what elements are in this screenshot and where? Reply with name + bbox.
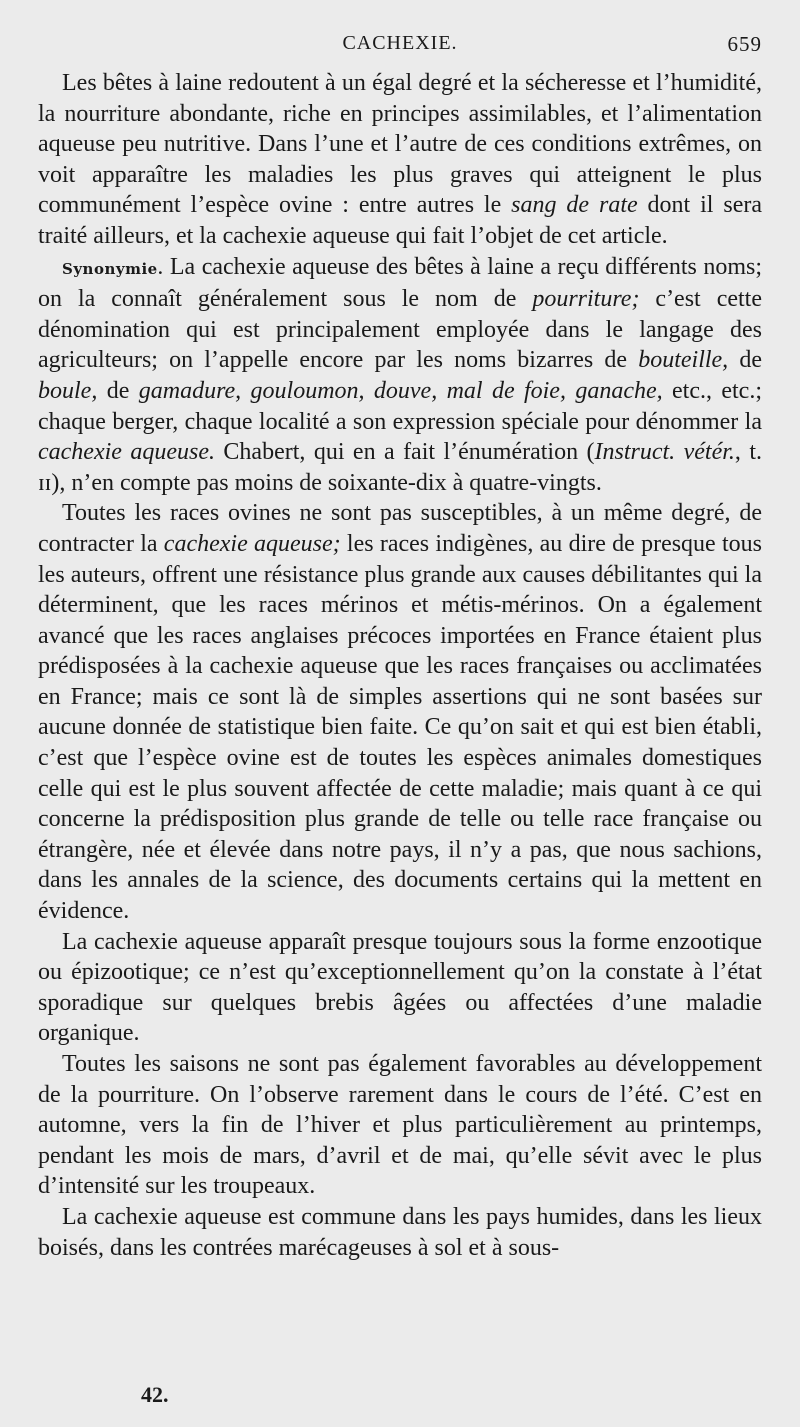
italic-text: sang de rate — [511, 192, 638, 219]
italic-text: gamadure, gouloumon, douve, mal de foie, ganache, — [138, 377, 663, 404]
italic-text: Instruct. vétér. — [594, 439, 735, 466]
text-run: dont il sera traité ailleurs, et la cachexie aqueuse qui fait l’objet de cet article. — [38, 192, 762, 249]
paragraph — [38, 1202, 762, 1263]
text-run: les races indigènes, au dire de presque tous les auteurs, offrent une résistance plus grande aux causes débilitantes qui la déterminent, que les races mérinos et métis-mérinos. On a également avancé que les races anglaises précoces importées en France étaient plus prédisposées à la cachexie aqueuse que les races françaises ou acclimatées en France; mais ce sont là de simples assertions qui ne sont basées sur aucune donnée de statistique bien faite. Ce qu’on sait et qui est bien établi, c’est que l’espèce ovine est de toutes les espèces animales domestiques celle qui est le plus souvent affectée de cette maladie; mais quant à ce qui concerne la prédisposition plus grande de telle ou telle race française ou étrangère, née et élevée dans notre pays, il n’y a pas, que nous sachions, dans les annales de la science, des documents certains qui la mettent en évidence. — [38, 530, 762, 925]
text-run: La cachexie aqueuse est commune dans les pays humides, dans les lieux boisés, dans les contrées marécageuses à sol et à sous- — [38, 1203, 762, 1261]
italic-text: boule, — [38, 377, 107, 404]
paragraph — [38, 252, 762, 499]
text-run: de — [106, 377, 139, 404]
text-run: Les bêtes à laine redoutent à un égal degré et la sécheresse et l’humidité, la nourriture abondante, riche en principes assimilables, et l’alimentation aqueuse peu nutritive. Dans l’une et l’autre de ces conditions extrêmes, on voit apparaître les maladies les plus graves qui atteignent le plus communément l’espèce ovine : entre autres le — [38, 70, 762, 219]
text-run: Chabert, qui en a fait l’énumération ( — [215, 439, 595, 466]
paragraph — [38, 927, 762, 1049]
italic-text: cachexie aqueuse; — [163, 530, 341, 557]
text-run: La cachexie aqueuse apparaît presque toujours sous la forme enzootique ou épizootique; ce n’est qu’exceptionnellement qu’on la constate à l’état sporadique sur quelques brebis âgées ou affectées d’une maladie organique. — [38, 928, 762, 1047]
text-run: La cachexie aqueuse des bêtes à laine a reçu différents noms; on la connaît généralement sous le nom de — [38, 253, 762, 313]
italic-text: cachexie aqueuse. — [38, 439, 215, 466]
running-title: CACHEXIE. — [342, 32, 458, 54]
body-text — [38, 68, 762, 1263]
running-header — [38, 30, 762, 64]
paragraph — [38, 68, 762, 252]
section-lead: Synonymie. — [62, 259, 164, 278]
italic-text: bouteille, — [638, 347, 740, 374]
text-run: Toutes les saisons ne sont pas également favorables au développement de la pourriture. On l’observe rarement dans le cours de l’été. C’est en automne, vers la fin de l’hiver et plus particulièrement au printemps, pendant les mois de mars, d’avril et de mai, qu’elle sévit avec le plus d’intensité sur les troupeaux. — [38, 1051, 762, 1200]
text-run: c’est cette dénomination qui est principalement employée dans le langage des agriculteurs; on l’appelle encore par les noms bizarres de — [38, 286, 762, 374]
text-run: de — [739, 347, 762, 374]
printer-signature-mark: 42. — [141, 1382, 169, 1407]
paragraph — [38, 498, 762, 926]
text-run: etc., etc.; chaque berger, chaque localité a son expression spéciale pour dénommer la — [38, 377, 762, 435]
text-run: Toutes les races ovines ne sont pas susceptibles, à un même degré, de contracter la — [38, 500, 762, 557]
italic-text: pourriture; — [532, 286, 640, 313]
page-number: 659 — [727, 32, 762, 56]
paragraph — [38, 1049, 762, 1202]
text-run: , t. ɪɪ), n’en compte pas moins de soixante-dix à quatre-vingts. — [38, 439, 762, 496]
